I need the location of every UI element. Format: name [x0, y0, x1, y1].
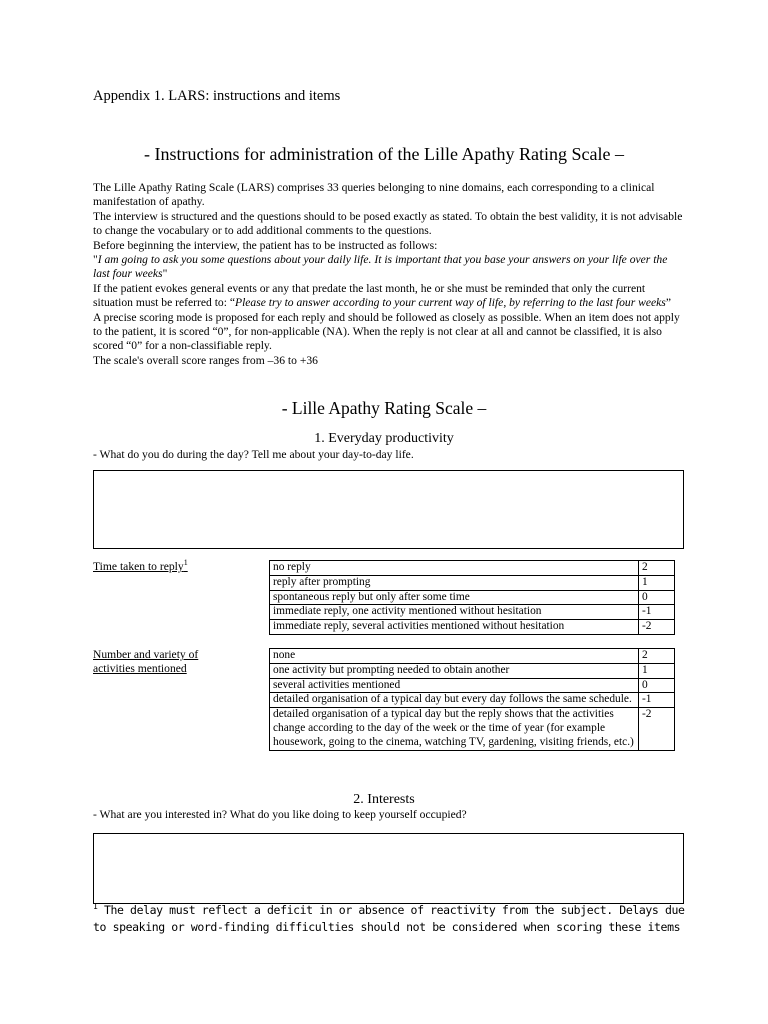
score-option-text: one activity but prompting needed to obtain another: [270, 663, 639, 678]
score-option-text: reply after prompting: [270, 575, 639, 590]
score-option-text: no reply: [270, 561, 639, 576]
instructions-quote-paragraph: [93, 253, 683, 282]
criterion-label-text: Time taken to reply: [93, 560, 184, 573]
score-row[interactable]: [270, 708, 675, 750]
criterion-label: [93, 560, 188, 574]
section-question: - What are you interested in? What do you like doing to keep yourself occupied?: [93, 808, 467, 821]
section-title: 2. Interests: [353, 792, 415, 807]
score-value: 0: [639, 590, 675, 605]
score-value: -1: [639, 693, 675, 708]
instructions-paragraph: The Lille Apathy Rating Scale (LARS) comprises 33 queries belonging to nine domains, each corresponding to a clinical manifestation of apathy.: [93, 181, 655, 209]
criterion-label: [93, 648, 198, 677]
section-title: 1. Everyday productivity: [314, 431, 454, 446]
criterion-label-line: Number and variety of: [93, 648, 199, 661]
answer-box[interactable]: [93, 470, 684, 549]
score-value: -1: [639, 605, 675, 620]
footnote: [93, 902, 693, 936]
footnote-mark: 1: [183, 558, 188, 568]
score-value: 2: [639, 649, 675, 664]
appendix-title: Appendix 1. LARS: instructions and items: [93, 88, 341, 104]
score-option-text: spontaneous reply but only after some time: [270, 590, 639, 605]
patient-instruction-quote: I am going to ask you some questions about your daily life. It is important that you base your answers on your life over the last four weeks: [93, 253, 668, 281]
scale-heading: - Lille Apathy Rating Scale –: [281, 398, 487, 418]
reminder-quote: Please try to answer according to your current way of life, by referring to the last four weeks: [234, 296, 666, 310]
instructions-paragraph: A precise scoring mode is proposed for each reply and should be followed as closely as possible. When an item does not apply to the patient, it is scored “0”, for non-applicable (NA). When the reply is not clear at all and cannot be classified, it is also scored “0” for a non-classifiable reply.: [93, 310, 680, 353]
score-option-text: detailed organisation of a typical day but the reply shows that the activities change according to the day of the week or the time of year (for example housework, going to the cinema, watching TV, gardening, visiting friends, etc.): [270, 708, 639, 750]
score-row[interactable]: [270, 693, 675, 708]
score-row[interactable]: [270, 605, 675, 620]
score-value: -2: [639, 708, 675, 750]
instructions-heading: - Instructions for administration of the Lille Apathy Rating Scale –: [144, 144, 624, 164]
footnote-mark: 1: [93, 902, 98, 912]
reminder-lead: If the patient evokes general events or any that predate the last month, he or she must be reminded that only the current situation must be referred to: “: [93, 281, 646, 310]
criterion-label-line: activities mentioned: [93, 662, 187, 676]
score-row[interactable]: [270, 590, 675, 605]
score-value: 2: [639, 561, 675, 576]
score-value: 0: [639, 678, 675, 693]
score-option-text: detailed organisation of a typical day but every day follows the same schedule.: [270, 693, 639, 708]
score-option-text: immediate reply, one activity mentioned without hesitation: [270, 605, 639, 620]
instructions-paragraph: Before beginning the interview, the patient has to be instructed as follows:: [93, 238, 438, 252]
score-table: [269, 648, 675, 751]
score-row[interactable]: [270, 575, 675, 590]
score-value: 1: [639, 663, 675, 678]
score-option-text: several activities mentioned: [270, 678, 639, 693]
score-value: -2: [639, 620, 675, 635]
footnote-text: The delay must reflect a deficit in or absence of reactivity from the subject. Delays due to speaking or word-finding difficulties should not be considered when scoring these items: [93, 903, 685, 934]
answer-box[interactable]: [93, 833, 684, 904]
score-option-text: immediate reply, several activities mentioned without hesitation: [270, 620, 639, 635]
instructions-paragraph: The scale's overall score ranges from –36 to +36: [93, 353, 318, 367]
instructions-reminder-paragraph: [93, 282, 683, 311]
score-option-text: none: [270, 649, 639, 664]
section-question: - What do you do during the day? Tell me about your day-to-day life.: [93, 448, 414, 461]
instructions-paragraph: The interview is structured and the questions should to be posed exactly as stated. To obtain the best validity, it is not advisable to change the vocabulary or to add additional comments to the questions.: [93, 209, 683, 238]
score-row[interactable]: [270, 663, 675, 678]
score-row[interactable]: [270, 620, 675, 635]
instructions-body: [93, 181, 683, 368]
score-row[interactable]: [270, 561, 675, 576]
close-quote: ”: [665, 296, 671, 310]
score-value: 1: [639, 575, 675, 590]
close-quote: ": [162, 267, 168, 281]
open-quote: ": [93, 253, 98, 267]
score-table: [269, 560, 675, 635]
score-row[interactable]: [270, 649, 675, 664]
score-row[interactable]: [270, 678, 675, 693]
